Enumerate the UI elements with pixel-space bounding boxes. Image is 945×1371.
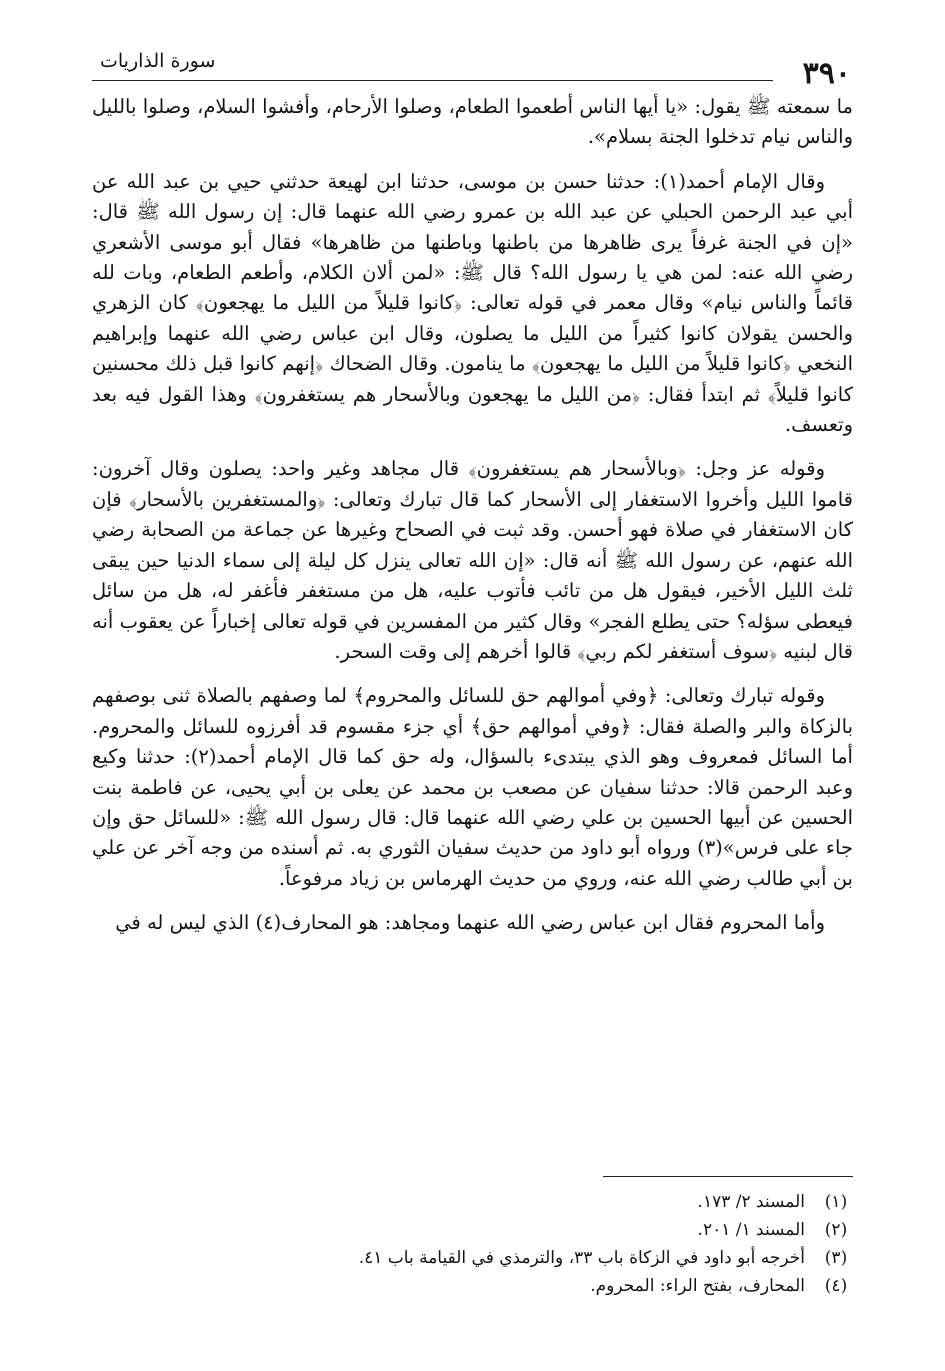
- footnote-number: (١): [824, 1192, 848, 1212]
- footnote-item: [92, 1216, 853, 1244]
- header-divider: [92, 80, 773, 81]
- footnote-item: [92, 1188, 853, 1216]
- footnote-text: المسند ٢/ ١٧٣.: [697, 1192, 805, 1212]
- footnote-number: (٤): [824, 1276, 848, 1296]
- footnote-text: المسند ١/ ٢٠١.: [697, 1220, 805, 1240]
- footnote-divider: [603, 1176, 853, 1177]
- footnote-text: المحارف، بفتح الراء: المحروم.: [590, 1276, 805, 1296]
- paragraph-5: وأما المحروم فقال ابن عباس رضي الله عنهما ومجاهد: هو المحارف(٤) الذي ليس له في: [115, 911, 825, 935]
- paragraph-4: وقوله تبارك وتعالى: ﴿وفي أموالهم حق للسائل والمحروم﴾ لما وصفهم بالصلاة ثنى بوصفهم بالزكاة والبر والصلة فقال: ﴿وفي أموالهم حق﴾ أي جزء مقسوم قد أفرزوه للسائل والمحروم. أما السائل فمعروف وهو الذي يبتدىء بالسؤال، وله حق كما قال الإمام أحمد(٢): حدثنا وكيع وعبد الرحمن قالا: حدثنا سفيان عن مصعب بن محمد عن يعلى بن أبي يحيى، عن فاطمة بنت الحسين عن أبيها الحسين بن علي رضي الله عنهما قال: قال رسول الله ﷺ: «للسائل حق وإن جاء على فرس»(٣) ورواه أبو داود من حديث سفيان الثوري به. ثم أسنده من وجه آخر عن علي بن أبي طالب رضي الله عنه، وروي من حديث الهرماس بن زياد مرفوعاً.: [92, 684, 853, 890]
- footnote-number: (٢): [824, 1220, 848, 1240]
- main-text: [92, 92, 853, 953]
- footnote-item: [92, 1272, 853, 1300]
- page-number: ٣٩٠: [802, 56, 851, 91]
- footnotes: [92, 1188, 853, 1300]
- paragraph-1: ما سمعته ﷺ يقول: «يا أيها الناس أطعموا الطعام، وصلوا الأرحام، وأفشوا السلام، وصلوا بالليل والناس نيام تدخلوا الجنة بسلام».: [92, 95, 853, 149]
- surah-title: سورة الذاريات: [100, 50, 216, 72]
- footnote-item: [92, 1244, 853, 1272]
- paragraph-3: وقوله عز وجل: ﴿وبالأسحار هم يستغفرون﴾ قال مجاهد وغير واحد: يصلون وقال آخرون: قاموا الليل وأخروا الاستغفار إلى الأسحار كما قال تبارك وتعالى: ﴿والمستغفرين بالأسحار﴾ فإن كان الاستغفار في صلاة فهو أحسن. وقد ثبت في الصحاح وغيرها عن جماعة من الصحابة رضي الله عنهم، عن رسول الله ﷺ أنه قال: «إن الله تعالى ينزل كل ليلة إلى سماء الدنيا حين يبقى ثلث الليل الأخير، فيقول هل من تائب فأتوب عليه، هل من مستغفر فأغفر له، هل من سائل فيعطى سؤله؟ حتى يطلع الفجر» وقال كثير من المفسرين في قوله تعالى إخباراً عن يعقوب أنه قال لبنيه ﴿سوف أستغفر لكم ربي﴾ قالوا أخرهم إلى وقت السحر.: [92, 457, 853, 663]
- footnote-text: أخرجه أبو داود في الزكاة باب ٣٣، والترمذي في القيامة باب ٤١.: [358, 1248, 805, 1268]
- paragraph-2: وقال الإمام أحمد(١): حدثنا حسن بن موسى، حدثنا ابن لهيعة حدثني حيي بن عبد الله عن أبي عبد الرحمن الحبلي عن عبد الله بن عمرو رضي الله عنهما قال: إن رسول الله ﷺ قال: «إن في الجنة غرفاً يرى ظاهرها من باطنها وباطنها من ظاهرها» فقال أبو موسى الأشعري رضي الله عنه: لمن هي يا رسول الله؟ قال ﷺ: «لمن ألان الكلام، وأطعم الطعام، وبات لله قائماً والناس نيام» وقال معمر في قوله تعالى: ﴿كانوا قليلاً من الليل ما يهجعون﴾ كان الزهري والحسن يقولان كانوا كثيراً من الليل ما يصلون، وقال ابن عباس رضي الله عنهما وإبراهيم النخعي ﴿كانوا قليلاً من الليل ما يهجعون﴾ ما ينامون. وقال الضحاك ﴿إنهم كانوا قبل ذلك محسنين كانوا قليلاً﴾ ثم ابتدأ فقال: ﴿من الليل ما يهجعون وبالأسحار هم يستغفرون﴾ وهذا القول فيه بعد وتعسف.: [92, 169, 853, 437]
- footnote-number: (٣): [824, 1248, 848, 1268]
- page-header: [92, 48, 853, 91]
